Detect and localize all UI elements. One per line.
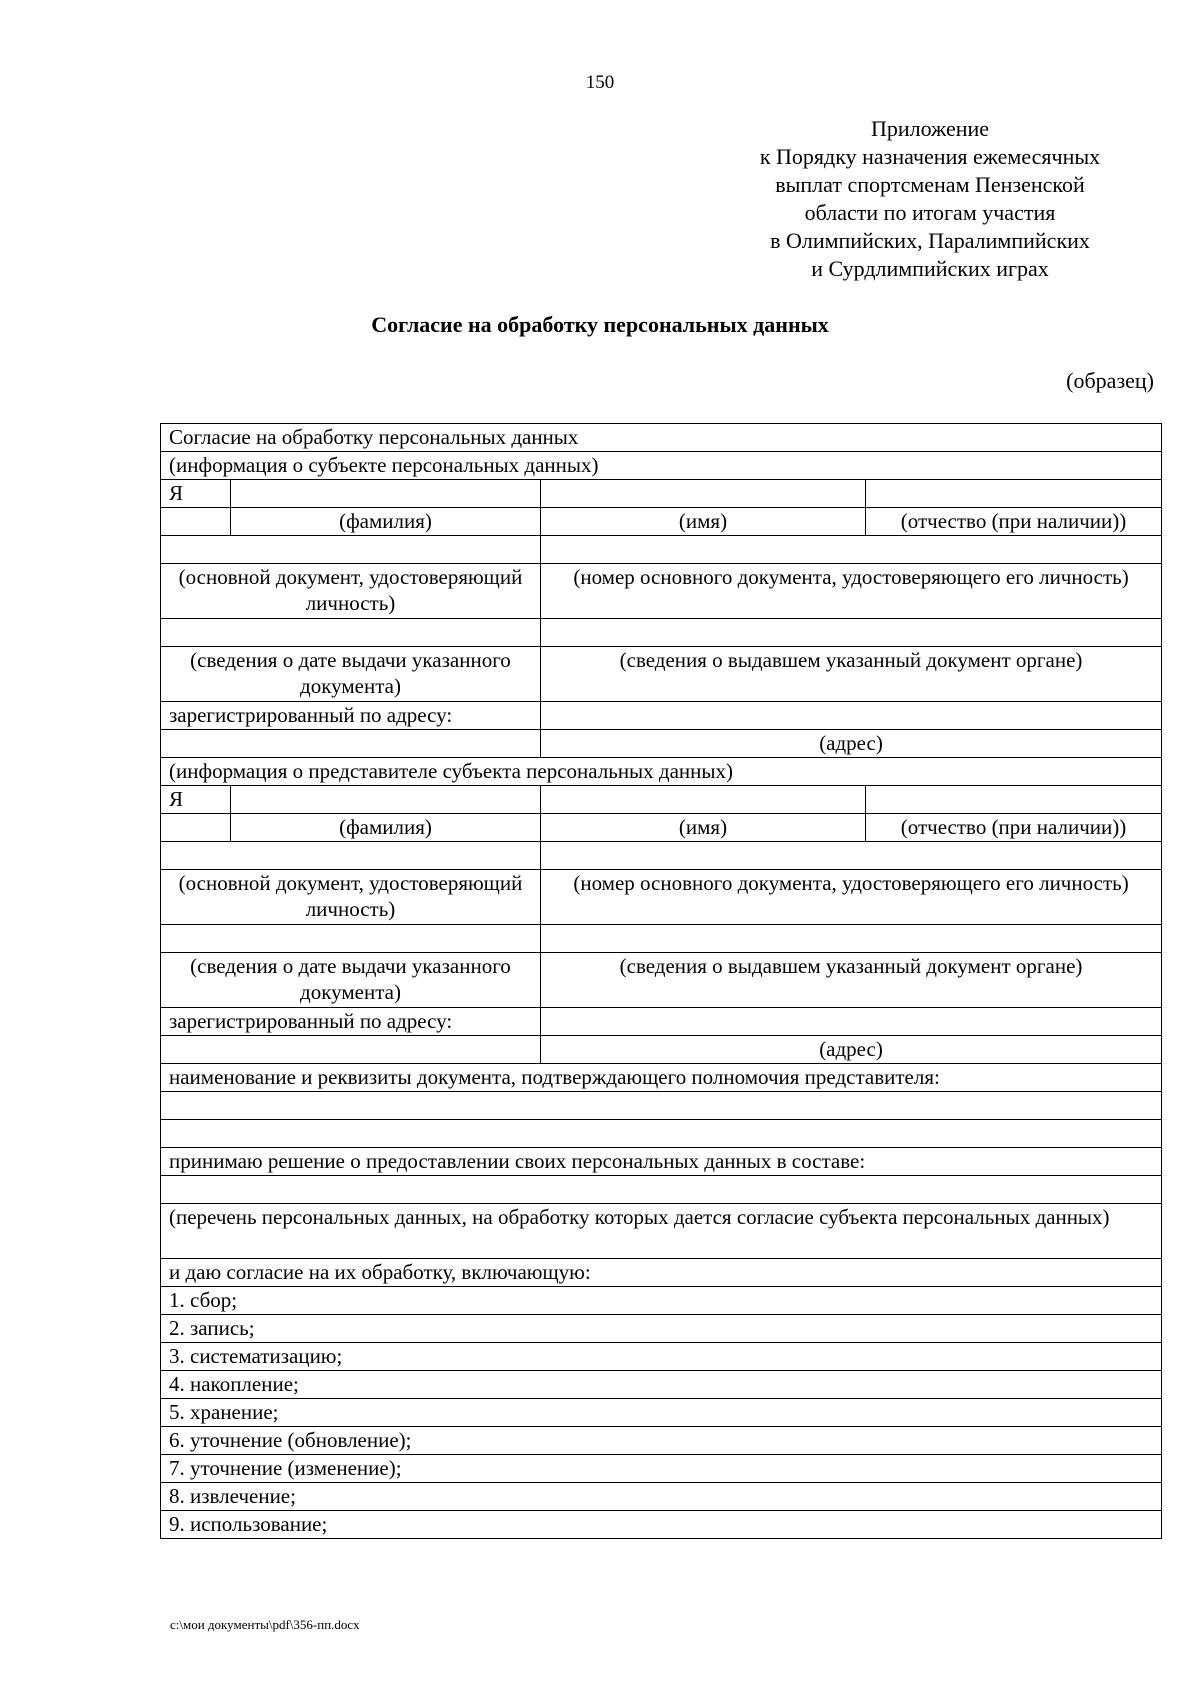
issuer-caption: (сведения о выдавшем указанный документ органе): [541, 647, 1162, 702]
sample-note: (образец): [1066, 368, 1154, 393]
name-caption: (имя): [541, 508, 866, 536]
issuer-field[interactable]: [541, 619, 1162, 647]
address-caption: (адрес): [541, 1036, 1162, 1064]
form-header: Согласие на обработку персональных данных: [161, 424, 1162, 452]
rep-patronymic-field[interactable]: [866, 786, 1162, 814]
rep-issue-date-field[interactable]: [161, 925, 541, 953]
decision-label: принимаю решение о предоставлении своих персональных данных в составе:: [161, 1148, 1162, 1176]
patronymic-caption: (отчество (при наличии)): [866, 508, 1162, 536]
surname-field[interactable]: [231, 480, 541, 508]
registered-label: зарегистрированный по адресу:: [161, 702, 541, 730]
address-caption: (адрес): [541, 730, 1162, 758]
processing-action-item: 1. сбор;: [161, 1287, 1162, 1315]
surname-caption: (фамилия): [231, 508, 541, 536]
issuer-caption: (сведения о выдавшем указанный документ органе): [541, 953, 1162, 1008]
appendix-line: Приложение: [870, 116, 990, 141]
personal-data-list-field[interactable]: [161, 1176, 1162, 1204]
processing-action-item: 2. запись;: [161, 1315, 1162, 1343]
ya-label: Я: [161, 480, 231, 508]
processing-action-item: 6. уточнение (обновление);: [161, 1427, 1162, 1455]
authority-doc-field[interactable]: [161, 1120, 1162, 1148]
footer-file-path: c:\мои документы\pdf\356-пп.docx: [170, 1617, 360, 1632]
consent-form-table: [160, 423, 1162, 1539]
consent-label: и даю согласие на их обработку, включающую:: [161, 1259, 1162, 1287]
empty-cell: [161, 508, 231, 536]
appendix-line: и Сурдлимпийских играх: [811, 256, 1049, 281]
patronymic-field[interactable]: [866, 480, 1162, 508]
appendix-line: области по итогам участия: [804, 200, 1056, 225]
id-doc-field[interactable]: [161, 536, 541, 564]
issue-date-field[interactable]: [161, 619, 541, 647]
address-field[interactable]: [541, 702, 1162, 730]
id-doc-caption: (основной документ, удостоверяющий личность): [161, 564, 541, 619]
appendix-line: выплат спортсменам Пензенской: [775, 172, 1085, 197]
appendix-header: [735, 115, 1125, 283]
processing-action-item: 3. систематизацию;: [161, 1343, 1162, 1371]
empty-cell: [161, 730, 541, 758]
representative-info-label: (информация о представителе субъекта персональных данных): [161, 758, 1162, 786]
name-caption: (имя): [541, 814, 866, 842]
rep-id-doc-number-field[interactable]: [541, 842, 1162, 870]
authority-doc-field[interactable]: [161, 1092, 1162, 1120]
processing-action-item: 5. хранение;: [161, 1399, 1162, 1427]
empty-cell: [161, 1036, 541, 1064]
processing-action-item: 7. уточнение (изменение);: [161, 1455, 1162, 1483]
id-doc-number-caption: (номер основного документа, удостоверяющего его личность): [541, 564, 1162, 619]
page-number: 150: [585, 72, 615, 93]
issue-date-caption: (сведения о дате выдачи указанного документа): [161, 953, 541, 1008]
rep-id-doc-field[interactable]: [161, 842, 541, 870]
subject-info-label: (информация о субъекте персональных данных): [161, 452, 1162, 480]
appendix-line: в Олимпийских, Паралимпийских: [770, 228, 1090, 253]
appendix-line: к Порядку назначения ежемесячных: [759, 144, 1101, 169]
rep-address-field[interactable]: [541, 1008, 1162, 1036]
processing-action-item: 9. использование;: [161, 1511, 1162, 1539]
document-title: Согласие на обработку персональных данных: [371, 312, 829, 337]
processing-action-item: 4. накопление;: [161, 1371, 1162, 1399]
authority-doc-label: наименование и реквизиты документа, подтверждающего полномочия представителя:: [161, 1064, 1162, 1092]
issue-date-caption: (сведения о дате выдачи указанного документа): [161, 647, 541, 702]
ya-label: Я: [161, 786, 231, 814]
personal-data-list-caption: (перечень персональных данных, на обработку которых дается согласие субъекта персональных данных): [161, 1204, 1162, 1259]
rep-surname-field[interactable]: [231, 786, 541, 814]
rep-name-field[interactable]: [541, 786, 866, 814]
id-doc-number-field[interactable]: [541, 536, 1162, 564]
id-doc-caption: (основной документ, удостоверяющий личность): [161, 870, 541, 925]
id-doc-number-caption: (номер основного документа, удостоверяющего его личность): [541, 870, 1162, 925]
patronymic-caption: (отчество (при наличии)): [866, 814, 1162, 842]
registered-label: зарегистрированный по адресу:: [161, 1008, 541, 1036]
name-field[interactable]: [541, 480, 866, 508]
empty-cell: [161, 814, 231, 842]
rep-issuer-field[interactable]: [541, 925, 1162, 953]
surname-caption: (фамилия): [231, 814, 541, 842]
processing-action-item: 8. извлечение;: [161, 1483, 1162, 1511]
